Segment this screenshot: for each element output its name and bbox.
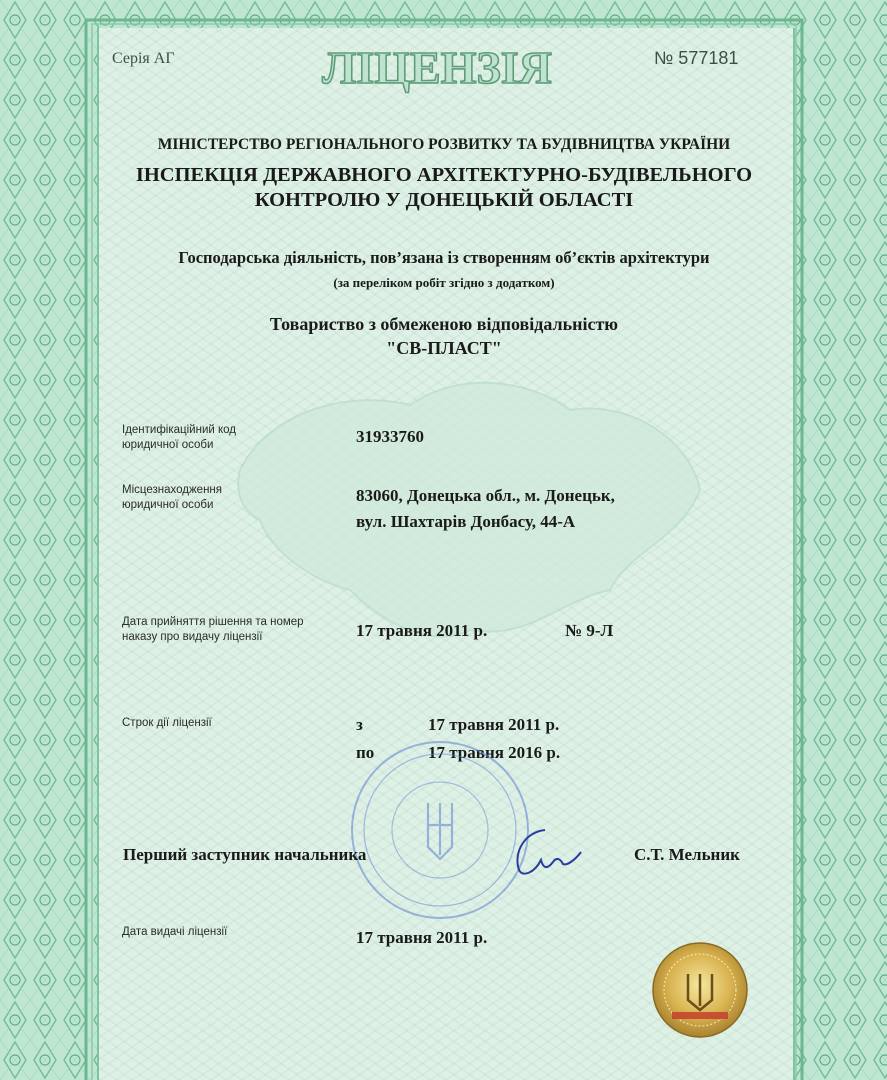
company-line-2: "СВ-ПЛАСТ" (386, 338, 502, 358)
id-code-label-line-1: Ідентифікаційний код (122, 424, 237, 436)
company-line-1: Товариство з обмеженою відповідальністю (269, 314, 619, 334)
decision-label (122, 615, 304, 645)
address-label-line-2: юридичної особи (122, 499, 214, 511)
term-label: Строк дії ліцензії (122, 717, 212, 729)
address-label (122, 483, 222, 513)
issue-date-label: Дата видачі ліцензії (122, 926, 228, 938)
term-to-date: 17 травня 2016 р. (428, 743, 561, 762)
id-code-label (122, 423, 236, 453)
issue-date-value: 17 травня 2011 р. (356, 928, 488, 947)
id-code-value: 31933760 (356, 427, 424, 446)
inspection-name (97, 163, 791, 213)
license-series: Серія АГ (112, 50, 175, 67)
inspection-line-1: ІНСПЕКЦІЯ ДЕРЖАВНОГО АРХІТЕКТУРНО-БУДІВЕЛЬНОГО (135, 164, 753, 186)
term-from-prefix: з (356, 715, 363, 734)
address-value-line-2: вул. Шахтарів Донбасу, 44-А (356, 512, 576, 531)
license-number: № 577181 (654, 48, 739, 68)
license-title (312, 38, 562, 94)
address-label-line-1: Місцезнаходження (122, 484, 222, 496)
term-to-prefix: по (356, 743, 375, 762)
signatory-title: Перший заступник начальника (123, 845, 367, 864)
address-value-line-1: 83060, Донецька обл., м. Донецьк, (356, 486, 615, 505)
inspection-line-2: КОНТРОЛЮ У ДОНЕЦЬКІЙ ОБЛАСТІ (254, 189, 634, 211)
company-name (97, 312, 791, 360)
license-title-text: ЛІЦЕНЗІЯ (322, 42, 552, 93)
id-code-label-line-2: юридичної особи (122, 439, 214, 451)
activity-type: Господарська діяльність, пов’язана із створенням об’єктів архітектури (178, 248, 710, 267)
decision-label-line-1: Дата прийняття рішення та номер (122, 616, 304, 628)
decision-number: № 9-Л (565, 621, 614, 640)
address-value (356, 483, 615, 535)
signatory-name: С.Т. Мельник (634, 845, 740, 864)
decision-date: 17 травня 2011 р. (356, 621, 488, 640)
term-from-date: 17 травня 2011 р. (428, 715, 560, 734)
ministry-name: МІНІСТЕРСТВО РЕГІОНАЛЬНОГО РОЗВИТКУ ТА БУДІВНИЦТВА УКРАЇНИ (157, 136, 731, 153)
handwritten-signature (505, 822, 585, 882)
hologram-sticker (650, 940, 750, 1040)
decision-label-line-2: наказу про видачу ліцензії (122, 631, 263, 643)
activity-note: (за переліком робіт згідно з додатком) (333, 275, 555, 290)
